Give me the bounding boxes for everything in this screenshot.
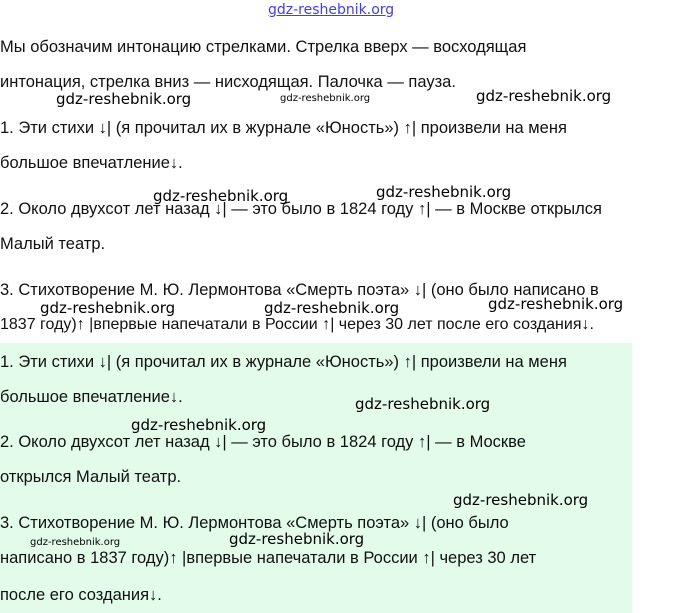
- watermark: gdz-reshebnik.org: [131, 416, 267, 434]
- watermark: gdz-reshebnik.org: [453, 491, 589, 509]
- intro-line-1: Мы обозначим интонацию стрелками. Стрелка вверх — восходящая: [0, 38, 527, 56]
- exercise-line-6: 1837 году)↑ |впервые напечатали в России ↑| через 30 лет после его создания↓.: [0, 316, 594, 333]
- answer-line-6: написано в 1837 году)↑ |впервые напечатали в России ↑| через 30 лет: [0, 549, 537, 567]
- watermark-top: gdz-reshebnik.org: [268, 2, 395, 18]
- exercise-line-2: большое впечатление↓.: [0, 154, 183, 172]
- answer-line-4: открылся Малый театр.: [0, 468, 182, 486]
- watermark: gdz-reshebnik.org: [264, 299, 400, 317]
- answer-line-5: 3. Стихотворение М. Ю. Лермонтова «Смерть поэта» ↓| (оно было: [0, 514, 509, 532]
- answer-line-7: после его создания↓.: [0, 586, 162, 604]
- watermark: gdz-reshebnik.org: [30, 537, 121, 548]
- answer-line-2: большое впечатление↓.: [0, 388, 183, 406]
- answer-line-1: 1. Эти стихи ↓| (я прочитал их в журнале «Юность») ↑| произвели на меня: [0, 353, 567, 371]
- watermark: gdz-reshebnik.org: [280, 93, 371, 104]
- intro-line-2: интонация, стрелка вниз — нисходящая. Палочка — пауза.: [0, 73, 456, 91]
- watermark: gdz-reshebnik.org: [229, 530, 365, 548]
- answer-line-3: 2. Около двухсот лет назад ↓| — это было в 1824 году ↑| — в Москве: [0, 433, 526, 451]
- exercise-line-5: 3. Стихотворение М. Ю. Лермонтова «Смерть поэта» ↓| (оно было написано в: [0, 281, 599, 299]
- watermark: gdz-reshebnik.org: [488, 295, 624, 313]
- watermark: gdz-reshebnik.org: [153, 187, 289, 205]
- watermark: gdz-reshebnik.org: [355, 395, 491, 413]
- exercise-line-1: 1. Эти стихи ↓| (я прочитал их в журнале «Юность») ↑| произвели на меня: [0, 119, 567, 137]
- watermark: gdz-reshebnik.org: [476, 87, 612, 105]
- exercise-line-4: Малый театр.: [0, 235, 106, 253]
- watermark: gdz-reshebnik.org: [40, 299, 176, 317]
- exercise-line-3: 2. Около двухсот лет назад ↓| — это было в 1824 году ↑| — в Москве открылся: [0, 200, 602, 218]
- watermark: gdz-reshebnik.org: [56, 90, 192, 108]
- watermark: gdz-reshebnik.org: [376, 183, 512, 201]
